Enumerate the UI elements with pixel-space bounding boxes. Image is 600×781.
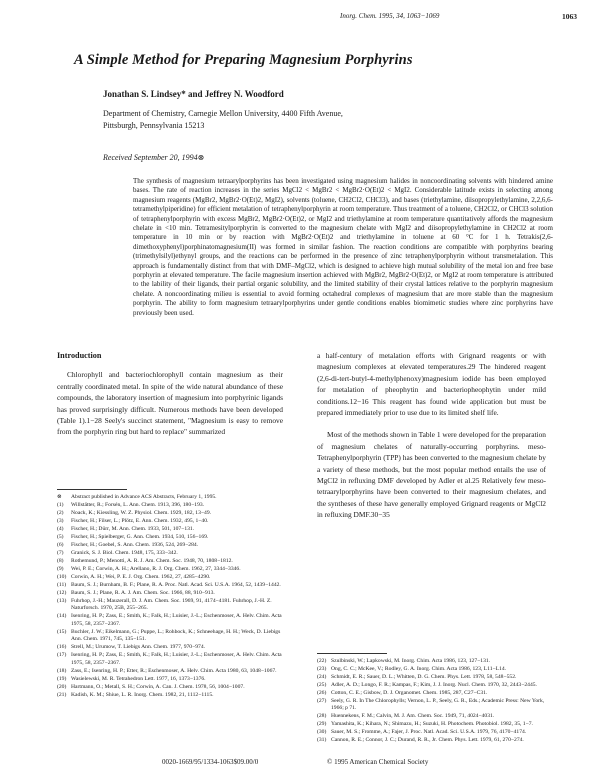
reference-text: Buchler, J. W.; Eikelmann, G.; Puppe, L.; Rohbock, K.; Schneehage, H. H.; Weck, D. Liebigs Ann. Chem. 1971, 745, 135−151. xyxy=(71,628,281,643)
reference-number: (21) xyxy=(57,691,67,698)
section-heading: Introduction xyxy=(57,351,102,360)
reference-text: Corwin, A. H.; Wei, P. E. J. Org. Chem. 1962, 27, 4285−4290. xyxy=(71,574,211,580)
reference-entry xyxy=(317,729,546,736)
reference-entry xyxy=(317,698,546,713)
reference-entry xyxy=(57,629,283,644)
reference-number: (1) xyxy=(57,502,64,508)
reference-number: (9) xyxy=(57,566,64,572)
left-column xyxy=(57,350,283,438)
abstract-text: The synthesis of magnesium tetraarylporphyrins has been investigated using magnesium halides in noncoordinating solvents with hindered amine bases. The rate of reaction increases in the series MgCl2 < MgBr2 < MgBr2·O(Et)2 < MgI2. Considerable latitude exists in selecting among magnesium reagents (MgBr2, MgBr2·O(Et)2, MgI2), solvents (toluene, CH2Cl2, CHCl3), and bases (triethylamine, diisopropylethylamine, 2,2,6,6-tetramethylpiperidine) for efficient metalation of tetraphenylporphyrin at room temperature. Thus treatment of a toluene, CH2Cl2, or CHCl3 solution of tetraphenylporphyrin with excess MgBr2, MgBr2·O(Et)2, or MgI2 and triethylamine at room temperature quantitatively affords the magnesium chelate in <10 min. Tetramesitylporphyrin is converted to the magnesium chelate with MgI2 and diisopropylethylamine in CH2Cl2 at room temperature in 10 min or by reaction with MgBr2·O(Et)2 and triethylamine in toluene at 60 °C for 1 h. Tetrakis(2,6-dimethoxyphenyl)porphinatomagnesium(II) was formed in similar fashion. The reaction conditions are compatible with porphyrins bearing (trimethylsilyl)ethynyl groups, and the reactions can be performed in the presence of zinc tetraphenylporphyrin without transmetalation. This approach is fundamentally distinct from that with DMF–MgCl2, which is designed to achieve high mutual solubility of the metal ion and free base porphyrin at elevated temperature. The facile magnesium insertion achieved with MgBr2, MgBr2·O(Et)2, or MgI2 at room temperature is attributed to the lability of their ligands, their partial organic solubility, and the limited stability of their crystal lattices relative to the porphyrin magnesium chelate. A noncoordinating milieu is essential to avoid forming octahedral complexes of magnesium that are more stable than the magnesium porphyrin. The ability to form magnesium tetraarylporphyrins under gentle conditions enables biomimetic studies where zinc porphyrins have previously been used. xyxy=(133,177,553,317)
right-column xyxy=(317,350,546,521)
author-line: Jonathan S. Lindsey* and Jeffrey N. Woodford xyxy=(103,89,284,99)
reference-entry xyxy=(57,574,283,581)
reference-number: (23) xyxy=(317,666,327,672)
reference-number: (4) xyxy=(57,526,64,532)
reference-number: (14) xyxy=(57,613,67,620)
reference-entry xyxy=(57,534,283,541)
reference-text: Wei, P. E.; Corwin, A. H.; Arellano, R. J. Org. Chem. 1962, 27, 3344−3346. xyxy=(71,566,241,572)
reference-entry xyxy=(317,666,546,673)
reference-text: Schmidt, E. R.; Sauer, D. L.; Whitten, D. G. Chem. Phys. Lett. 1978, 58, 548−552. xyxy=(331,674,517,680)
reference-entry xyxy=(317,713,546,720)
reference-entry xyxy=(57,644,283,651)
reference-number: (22) xyxy=(317,658,327,664)
reference-text: Sauer, M. S.; Fromme, A.; Fajer, J. Proc. Natl. Acad. Sci. U.S.A. 1979, 76, 4170−4174. xyxy=(331,729,527,736)
reference-entry xyxy=(57,502,283,509)
reference-number: (10) xyxy=(57,574,67,580)
reference-text: Yamashita, K.; Kihara, N.; Shimazu, H.; Suzuki, H. Photochem. Photobiol. 1982, 35, 1−7. xyxy=(331,721,533,728)
affiliation xyxy=(103,108,483,132)
reference-number: (29) xyxy=(317,721,327,728)
article-title: A Simple Method for Preparing Magnesium Porphyrins xyxy=(74,52,413,68)
footnote-rule xyxy=(57,489,127,490)
reference-entry xyxy=(317,721,546,728)
reference-text: Baum, S. J.; Burnham, B. F.; Plane, R. A. Proc. Natl. Acad. Sci. U.S.A. 1964, 52, 1439−1442. xyxy=(71,582,281,588)
reference-text: Seely, G. R. In The Chlorophylls; Vernon, L. P., Seely, G. R., Eds.; Academic Press: New York, 1966; p 71. xyxy=(331,698,545,712)
reference-number: (7) xyxy=(57,550,64,556)
reference-text: Cannon, R. E.; Connor, J. C.; Durand, R. R., Jr. Chem. Phys. Lett. 1979, 61, 270−274. xyxy=(331,737,524,744)
copyright-notice: © 1995 American Chemical Society xyxy=(327,758,429,766)
reference-text: Willstätter, R.; Forsén, L. Ann. Chem. 1913, 396, 180−193. xyxy=(71,502,205,508)
reference-number: (19) xyxy=(57,675,67,682)
reference-number: ⊗ xyxy=(57,494,62,500)
reference-entry xyxy=(57,652,283,667)
reference-number: (25) xyxy=(317,682,327,688)
reference-text: Ong, C. C.; McKee, V.; Rodley, G. A. Inorg. Chim. Acta 1986, 123, L11−L14. xyxy=(331,666,507,672)
reference-entry xyxy=(57,684,283,691)
reference-entry xyxy=(317,674,546,681)
reference-text: Strell, M.; Urumow, T. Liebigs Ann. Chem. 1977, 970−974. xyxy=(71,644,206,651)
body-paragraph: a half-century of metalation efforts with Grignard reagents or with magnesium complexes at elevated temperatures.29 The hindered reagent (2,6-di-tert-butyl-4-methylphenoxy)magnesium iodide has been employed for metalation of pheophytin and bacteriopheophytin under mild conditions.12−16 This reagent has found wide application but must be prepared immediately prior to use due to its limited shelf life. xyxy=(317,351,546,418)
reference-text: Isenring, H. P.; Zass, E.; Smith, K.; Falk, H.; Luisier, J.-L.; Eschenmoser, A. Helv. Chim. Acta 1975, 58, 2357−2367. xyxy=(71,613,282,627)
affiliation-line: Department of Chemistry, Carnegie Mellon University, 4400 Fifth Avenue, xyxy=(103,109,343,118)
reference-number: (12) xyxy=(57,590,67,596)
page-number: 1063 xyxy=(562,12,577,21)
reference-entry xyxy=(57,494,283,501)
reference-entry xyxy=(57,590,283,597)
reference-number: (5) xyxy=(57,534,64,540)
reference-number: (6) xyxy=(57,542,64,548)
reference-text: Fischer, H.; Dürr, M. Ann. Chem. 1933, 501, 107−131. xyxy=(71,526,195,532)
reference-number: (3) xyxy=(57,518,64,524)
reference-text: Abstract published in Advance ACS Abstracts, February 1, 1995. xyxy=(71,494,217,500)
reference-text: Cotton, C. E.; Gisbow, D. J. Organomet. Chem. 1985, 287, C27−C31. xyxy=(331,690,488,696)
reference-number: (26) xyxy=(317,690,327,696)
reference-list-right xyxy=(317,658,546,745)
journal-citation: Inorg. Chem. 1995, 34, 1063−1069 xyxy=(340,12,440,20)
reference-number: (15) xyxy=(57,628,67,635)
reference-number: (20) xyxy=(57,683,67,690)
body-paragraph: Chlorophyll and bacteriochlorophyll contain magnesium as their centrally coordinated metal. In spite of the wide natural abundance of these compounds, the laboratory insertion of magnesium into porphyrinic ligands has proved surprisingly difficult. Numerous methods have been developed (Table 1).1−28 Seely's succinct statement, "Magnesium is easy to remove from the porphyrin ring but hard to replace" summarized xyxy=(57,370,283,437)
affiliation-line: Pittsburgh, Pennsylvania 15213 xyxy=(103,121,205,130)
reference-text: Isenring, H. P.; Zass, E.; Smith, K.; Falk, H.; Luisier, J.-L.; Eschenmoser, A. Helv. Chim. Acta 1975, 58, 2357−2367. xyxy=(71,652,282,666)
reference-number: (8) xyxy=(57,558,64,564)
reference-number: (31) xyxy=(317,737,327,744)
reference-text: Fischer, H.; Spielberger, G. Ann. Chem. 1934, 510, 156−169. xyxy=(71,534,209,540)
reference-entry xyxy=(317,737,546,744)
reference-number: (18) xyxy=(57,667,67,674)
reference-number: (13) xyxy=(57,598,67,604)
reference-text: Kadish, K. M.; Shiue, L. R. Inorg. Chem. 1982, 21, 1112−1115. xyxy=(71,691,214,698)
reference-entry xyxy=(317,690,546,697)
reference-number: (24) xyxy=(317,674,327,680)
body-paragraph: Most of the methods shown in Table 1 were developed for the preparation of magnesium chelates of naturally-occurring porphyrins. meso-Tetraphenylporphyrin (TPP) has been converted to the magnesium chelate by a variety of these methods, but the most popular method entails the use of MgCl2 in refluxing DMF developed by Adler et al.25 Relatively few meso-tetraarylporphyrins have been converted to their magnesium chelates, and the syntheses of these have generally employed Grignard reagents or MgCl2 in refluxing DMF.30−35 xyxy=(317,430,546,520)
reference-number: (16) xyxy=(57,644,67,651)
reference-entry xyxy=(57,558,283,565)
reference-text: Adler, A. D.; Longo, F. R.; Kampas, F.; Kim, J. J. Inorg. Nucl. Chem. 1970, 32, 2443−2445. xyxy=(331,682,537,688)
abstract xyxy=(133,177,553,318)
reference-entry xyxy=(57,668,283,675)
reference-text: Szulbinski, W.; Lapkowski, M. Inorg. Chim. Acta 1986, 123, 127−131. xyxy=(331,658,491,664)
reference-entry xyxy=(57,550,283,557)
reference-entry xyxy=(57,542,283,549)
article-code: 0020-1669/95/1334-1063$09.00/0 xyxy=(162,758,259,766)
reference-number: (28) xyxy=(317,713,327,720)
reference-text: Wasielewski, M. R. Tetrahedron Lett. 1977, 16, 1373−1376. xyxy=(71,675,206,682)
reference-entry xyxy=(57,566,283,573)
reference-list-left xyxy=(57,494,283,700)
reference-text: Zass, E.; Isenring, H. P.; Etter, R.; Eschenmoser, A. Helv. Chim. Acta 1980, 63, 1048−1067. xyxy=(71,667,277,674)
reference-text: Granick, S. J. Biol. Chem. 1948, 175, 333−342. xyxy=(71,550,178,556)
reference-entry xyxy=(57,676,283,683)
reference-entry xyxy=(317,682,546,689)
reference-text: Fischer, H.; Filser, L.; Plötz, E. Ann. Chem. 1932, 495, 1−40. xyxy=(71,518,209,524)
reference-entry xyxy=(57,613,283,628)
reference-entry xyxy=(57,582,283,589)
reference-entry xyxy=(57,526,283,533)
reference-entry xyxy=(57,692,283,699)
reference-text: Rothemund, P.; Menotti, A. R. J. Am. Chem. Soc. 1948, 70, 1808−1812. xyxy=(71,558,233,564)
reference-number: (27) xyxy=(317,698,327,704)
reference-entry xyxy=(57,518,283,525)
reference-number: (2) xyxy=(57,510,64,516)
reference-number: (11) xyxy=(57,582,67,588)
reference-number: (17) xyxy=(57,652,67,659)
reference-text: Hartmann, O.; Metall, S. H.; Corwin, A. Can. J. Chem. 1978, 56, 1004−1007. xyxy=(71,683,245,690)
reference-text: Fischer, H.; Goebel, S. Ann. Chem. 1936, 524, 269−284. xyxy=(71,542,199,548)
reference-text: Huennekens, F. M.; Calvin, M. J. Am. Chem. Soc. 1949, 71, 4024−4031. xyxy=(331,713,495,720)
received-date: Received September 20, 1994⊗ xyxy=(103,153,205,162)
footnote-rule xyxy=(317,653,387,654)
reference-entry xyxy=(317,658,546,665)
reference-text: Baum, S. J.; Plane, R. A. J. Am. Chem. Soc. 1966, 88, 910−913. xyxy=(71,590,215,596)
reference-text: Fuhrhop, J.-H.; Mauzerall, D. J. Am. Chem. Soc. 1969, 91, 4174−4181. Fuhrhop, J.-H. Z. Naturforsch. 1970, 25B, 255−265. xyxy=(71,598,272,612)
reference-entry xyxy=(57,510,283,517)
reference-number: (30) xyxy=(317,729,327,736)
reference-text: Noack, K.; Kiessling, W. Z. Physiol. Chem. 1929, 182, 13−49. xyxy=(71,510,212,516)
reference-entry xyxy=(57,598,283,613)
